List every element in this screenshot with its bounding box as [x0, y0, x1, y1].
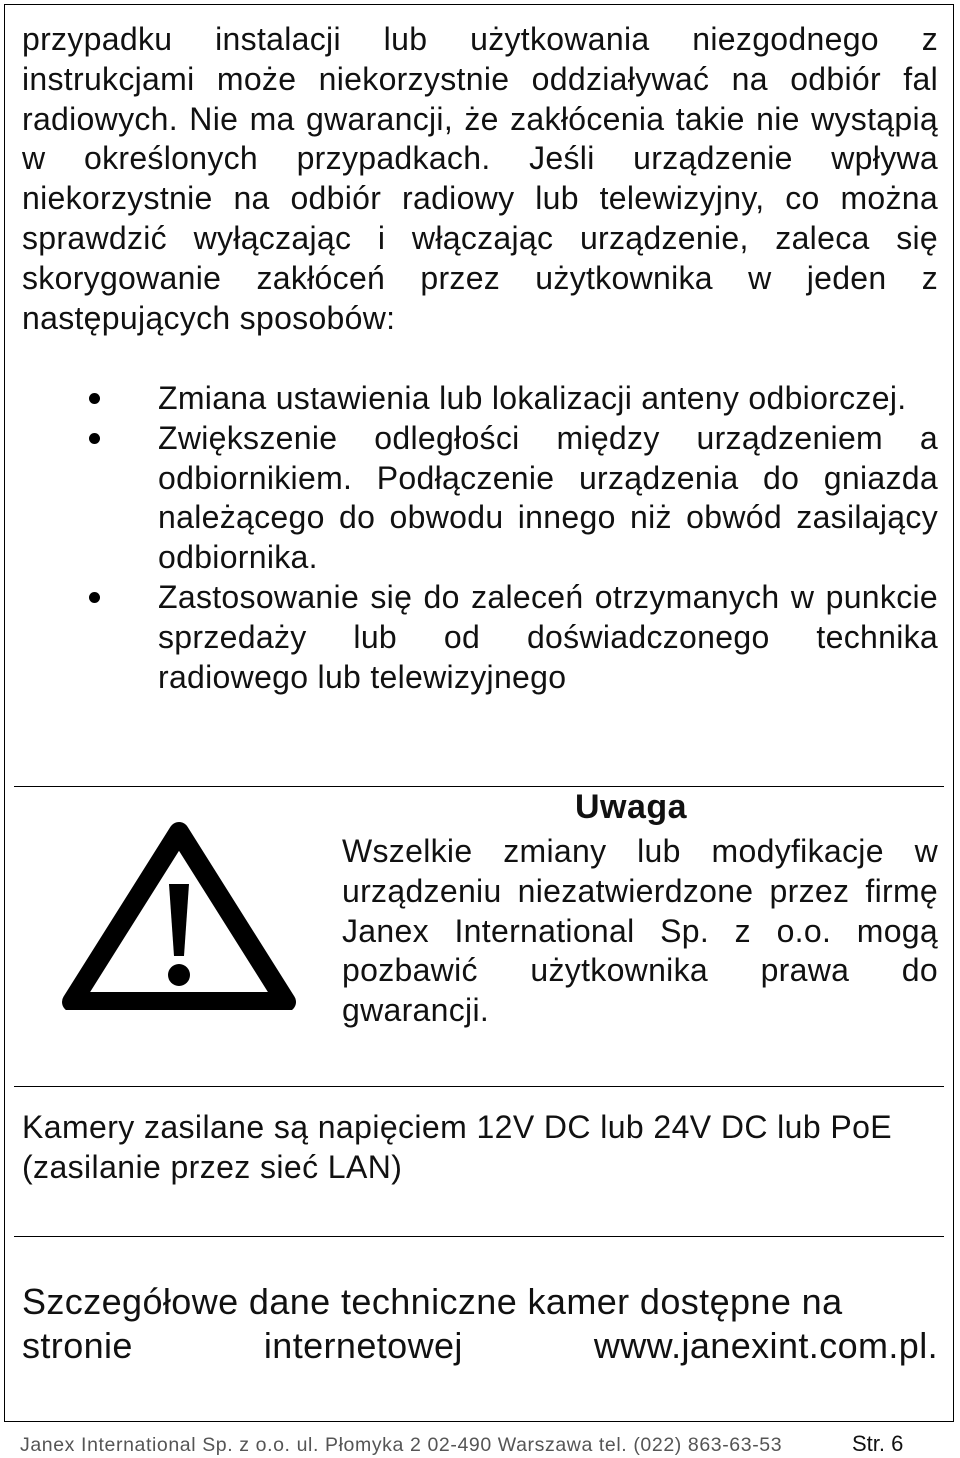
power-info: Kamery zasilane są napięciem 12V DC lub 24V DC lub PoE (zasilanie przez sieć LAN): [22, 1109, 893, 1185]
warning-triangle-icon: [60, 818, 298, 1010]
list-item: [22, 419, 938, 578]
bullet-icon: [89, 592, 100, 603]
bullet-icon: [89, 393, 100, 404]
divider: [14, 786, 944, 787]
details-line: stronie internetowej www.janexint.com.pl.: [22, 1325, 938, 1366]
page-number: Str. 6: [852, 1431, 904, 1456]
list-item: [22, 379, 938, 419]
divider: [14, 1236, 944, 1237]
list-item-text: Zmiana ustawienia lub lokalizacji anteny odbiorczej.: [158, 380, 907, 416]
bullet-icon: [89, 433, 100, 444]
list-item-text: Zwiększenie odległości między urządzeniem a odbiornikiem. Podłączenie urządzenia do gniazda należącego do obwodu innego niż obwód zasilający odbiornika.: [158, 419, 938, 576]
footer-company: Janex International Sp. z o.o. ul. Płomyka 2 02-490 Warszawa tel. (022) 863-63-53: [20, 1434, 783, 1456]
details-info: [22, 1280, 938, 1368]
warning-title: Uwaga: [575, 788, 688, 826]
warning-text: Wszelkie zmiany lub modyfikacje w urządzeniu niezatwierdzone przez firmę Janex International Sp. z o.o. mogą pozbawić użytkownika prawa do gwarancji.: [342, 833, 938, 1029]
intro-paragraph: przypadku instalacji lub użytkowania niezgodnego z instrukcjami może niekorzystnie oddziaływać na odbiór fal radiowych. Nie ma gwarancji, że zakłócenia takie nie wystąpią w określonych przypadkach. Jeśli urządzenie wpływa niekorzystnie na odbiór radiowy lub telewizyjny, co można sprawdzić wyłączając i włączając urządzenie, zaleca się skorygowanie zakłóceń przez użytkownika w jeden z następujących sposobów:: [22, 21, 938, 336]
divider: [14, 1086, 944, 1087]
bullet-list: [22, 379, 938, 697]
details-line: Szczegółowe dane techniczne kamer dostępne na: [22, 1281, 843, 1322]
list-item: [22, 578, 938, 697]
list-item-text: Zastosowanie się do zaleceń otrzymanych w punkcie sprzedaży lub od doświadczonego technika radiowego lub telewizyjnego: [158, 578, 938, 695]
